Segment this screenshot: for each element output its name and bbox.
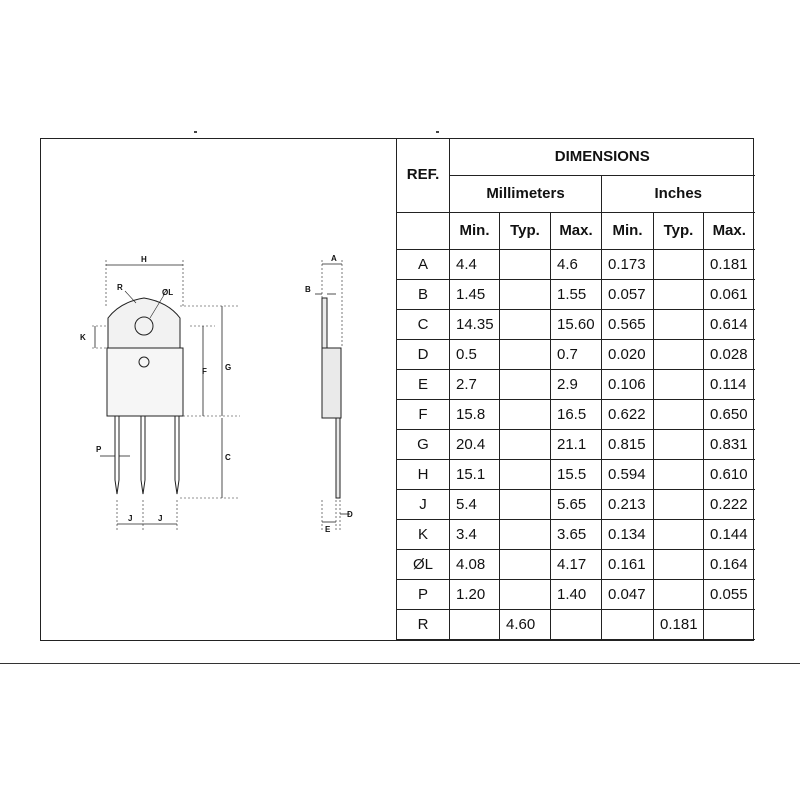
value-cell: 0.213: [602, 489, 654, 519]
ref-header: REF.: [397, 138, 450, 212]
value-cell: 0.144: [704, 519, 755, 549]
in-max-header: Max.: [704, 212, 755, 249]
value-cell: [654, 579, 704, 609]
dim-label-j-left: J: [128, 514, 133, 523]
dim-label-p: P: [96, 445, 102, 454]
value-cell: 0.7: [551, 339, 602, 369]
value-cell: [654, 549, 704, 579]
value-cell: 0.610: [704, 459, 755, 489]
value-cell: 5.4: [450, 489, 500, 519]
value-cell: 0.106: [602, 369, 654, 399]
value-cell: 0.222: [704, 489, 755, 519]
value-cell: [500, 339, 551, 369]
dim-label-a: A: [331, 254, 337, 263]
value-cell: 0.815: [602, 429, 654, 459]
front-view-body: [107, 348, 183, 416]
dimensions-table: [396, 138, 755, 640]
value-cell: 15.60: [551, 309, 602, 339]
value-cell: 14.35: [450, 309, 500, 339]
value-cell: 1.55: [551, 279, 602, 309]
ref-subheader-empty: [397, 212, 450, 249]
value-cell: 15.1: [450, 459, 500, 489]
value-cell: [500, 429, 551, 459]
value-cell: 0.594: [602, 459, 654, 489]
value-cell: [654, 249, 704, 279]
value-cell: [450, 609, 500, 639]
side-view-body: [322, 348, 341, 418]
value-cell: [654, 429, 704, 459]
value-cell: [500, 549, 551, 579]
value-cell: 0.055: [704, 579, 755, 609]
ref-cell: C: [397, 309, 450, 339]
dim-label-f: F: [202, 367, 207, 376]
value-cell: [500, 399, 551, 429]
value-cell: [654, 339, 704, 369]
value-cell: 0.181: [704, 249, 755, 279]
value-cell: [654, 399, 704, 429]
dim-label-j-right: J: [158, 514, 163, 523]
value-cell: [654, 309, 704, 339]
top-tick-mark-left: [194, 131, 197, 133]
dim-label-g: G: [225, 363, 232, 372]
bottom-rule: [0, 663, 800, 664]
value-cell: 0.057: [602, 279, 654, 309]
value-cell: [602, 609, 654, 639]
value-cell: [654, 519, 704, 549]
dim-label-r: R: [117, 283, 123, 292]
table-row: [397, 609, 755, 639]
ref-cell: J: [397, 489, 450, 519]
value-cell: 4.17: [551, 549, 602, 579]
package-outline-drawing: [40, 138, 396, 641]
value-cell: 0.181: [654, 609, 704, 639]
value-cell: [500, 489, 551, 519]
value-cell: [500, 279, 551, 309]
value-cell: 0.614: [704, 309, 755, 339]
inches-header: Inches: [602, 175, 755, 212]
ref-cell: D: [397, 339, 450, 369]
value-cell: 4.4: [450, 249, 500, 279]
value-cell: [654, 279, 704, 309]
table-row: [397, 429, 755, 459]
value-cell: 1.40: [551, 579, 602, 609]
table-row: [397, 339, 755, 369]
dim-label-e: E: [325, 525, 331, 534]
value-cell: 0.565: [602, 309, 654, 339]
value-cell: 0.650: [704, 399, 755, 429]
ref-cell: H: [397, 459, 450, 489]
value-cell: [500, 459, 551, 489]
value-cell: [704, 609, 755, 639]
dim-label-k: K: [80, 333, 86, 342]
value-cell: 4.6: [551, 249, 602, 279]
value-cell: [654, 459, 704, 489]
table-row: [397, 369, 755, 399]
table-row: [397, 489, 755, 519]
dim-label-l: ØL: [162, 288, 174, 297]
table-row: [397, 309, 755, 339]
value-cell: 5.65: [551, 489, 602, 519]
ref-cell: F: [397, 399, 450, 429]
dimensions-title: DIMENSIONS: [450, 138, 755, 175]
top-tick-mark-right: [436, 131, 439, 133]
value-cell: [500, 249, 551, 279]
ref-cell: K: [397, 519, 450, 549]
ref-cell: G: [397, 429, 450, 459]
dim-label-b: B: [305, 285, 311, 294]
value-cell: 0.020: [602, 339, 654, 369]
in-min-header: Min.: [602, 212, 654, 249]
value-cell: 0.061: [704, 279, 755, 309]
table-row: [397, 279, 755, 309]
value-cell: 0.164: [704, 549, 755, 579]
value-cell: [500, 519, 551, 549]
sub-header-row: [397, 212, 755, 249]
value-cell: 3.4: [450, 519, 500, 549]
value-cell: 0.161: [602, 549, 654, 579]
dim-label-d: D: [347, 510, 353, 519]
table-row: [397, 459, 755, 489]
value-cell: 1.45: [450, 279, 500, 309]
value-cell: 16.5: [551, 399, 602, 429]
value-cell: [500, 309, 551, 339]
millimeters-header: Millimeters: [450, 175, 602, 212]
ref-cell: E: [397, 369, 450, 399]
value-cell: 2.9: [551, 369, 602, 399]
table-row: [397, 549, 755, 579]
table-row: [397, 249, 755, 279]
value-cell: 0.831: [704, 429, 755, 459]
value-cell: 4.08: [450, 549, 500, 579]
value-cell: 21.1: [551, 429, 602, 459]
table-row: [397, 579, 755, 609]
value-cell: [654, 369, 704, 399]
dimensions-table-body: [397, 249, 755, 639]
value-cell: 15.5: [551, 459, 602, 489]
in-typ-header: Typ.: [654, 212, 704, 249]
value-cell: 0.047: [602, 579, 654, 609]
mm-typ-header: Typ.: [500, 212, 551, 249]
value-cell: [500, 369, 551, 399]
value-cell: 4.60: [500, 609, 551, 639]
ref-cell: P: [397, 579, 450, 609]
value-cell: 20.4: [450, 429, 500, 459]
package-drawing-svg: [40, 138, 396, 641]
front-view-tab-outline: [108, 298, 180, 352]
lead-left: [115, 416, 119, 494]
table-row: [397, 519, 755, 549]
value-cell: 3.65: [551, 519, 602, 549]
value-cell: 0.114: [704, 369, 755, 399]
dim-label-h: H: [141, 255, 147, 264]
ref-cell: B: [397, 279, 450, 309]
value-cell: 0.028: [704, 339, 755, 369]
value-cell: 0.134: [602, 519, 654, 549]
side-view-lead: [336, 418, 340, 498]
value-cell: 0.5: [450, 339, 500, 369]
lead-right: [175, 416, 179, 494]
value-cell: 0.173: [602, 249, 654, 279]
value-cell: [551, 609, 602, 639]
dim-label-c: C: [225, 453, 231, 462]
value-cell: [500, 579, 551, 609]
lead-center: [141, 416, 145, 494]
side-view-tab: [322, 298, 327, 348]
mm-max-header: Max.: [551, 212, 602, 249]
ref-cell: ØL: [397, 549, 450, 579]
table-row: [397, 399, 755, 429]
ref-cell: R: [397, 609, 450, 639]
value-cell: 2.7: [450, 369, 500, 399]
value-cell: 15.8: [450, 399, 500, 429]
value-cell: [654, 489, 704, 519]
mm-min-header: Min.: [450, 212, 500, 249]
ref-cell: A: [397, 249, 450, 279]
value-cell: 1.20: [450, 579, 500, 609]
value-cell: 0.622: [602, 399, 654, 429]
